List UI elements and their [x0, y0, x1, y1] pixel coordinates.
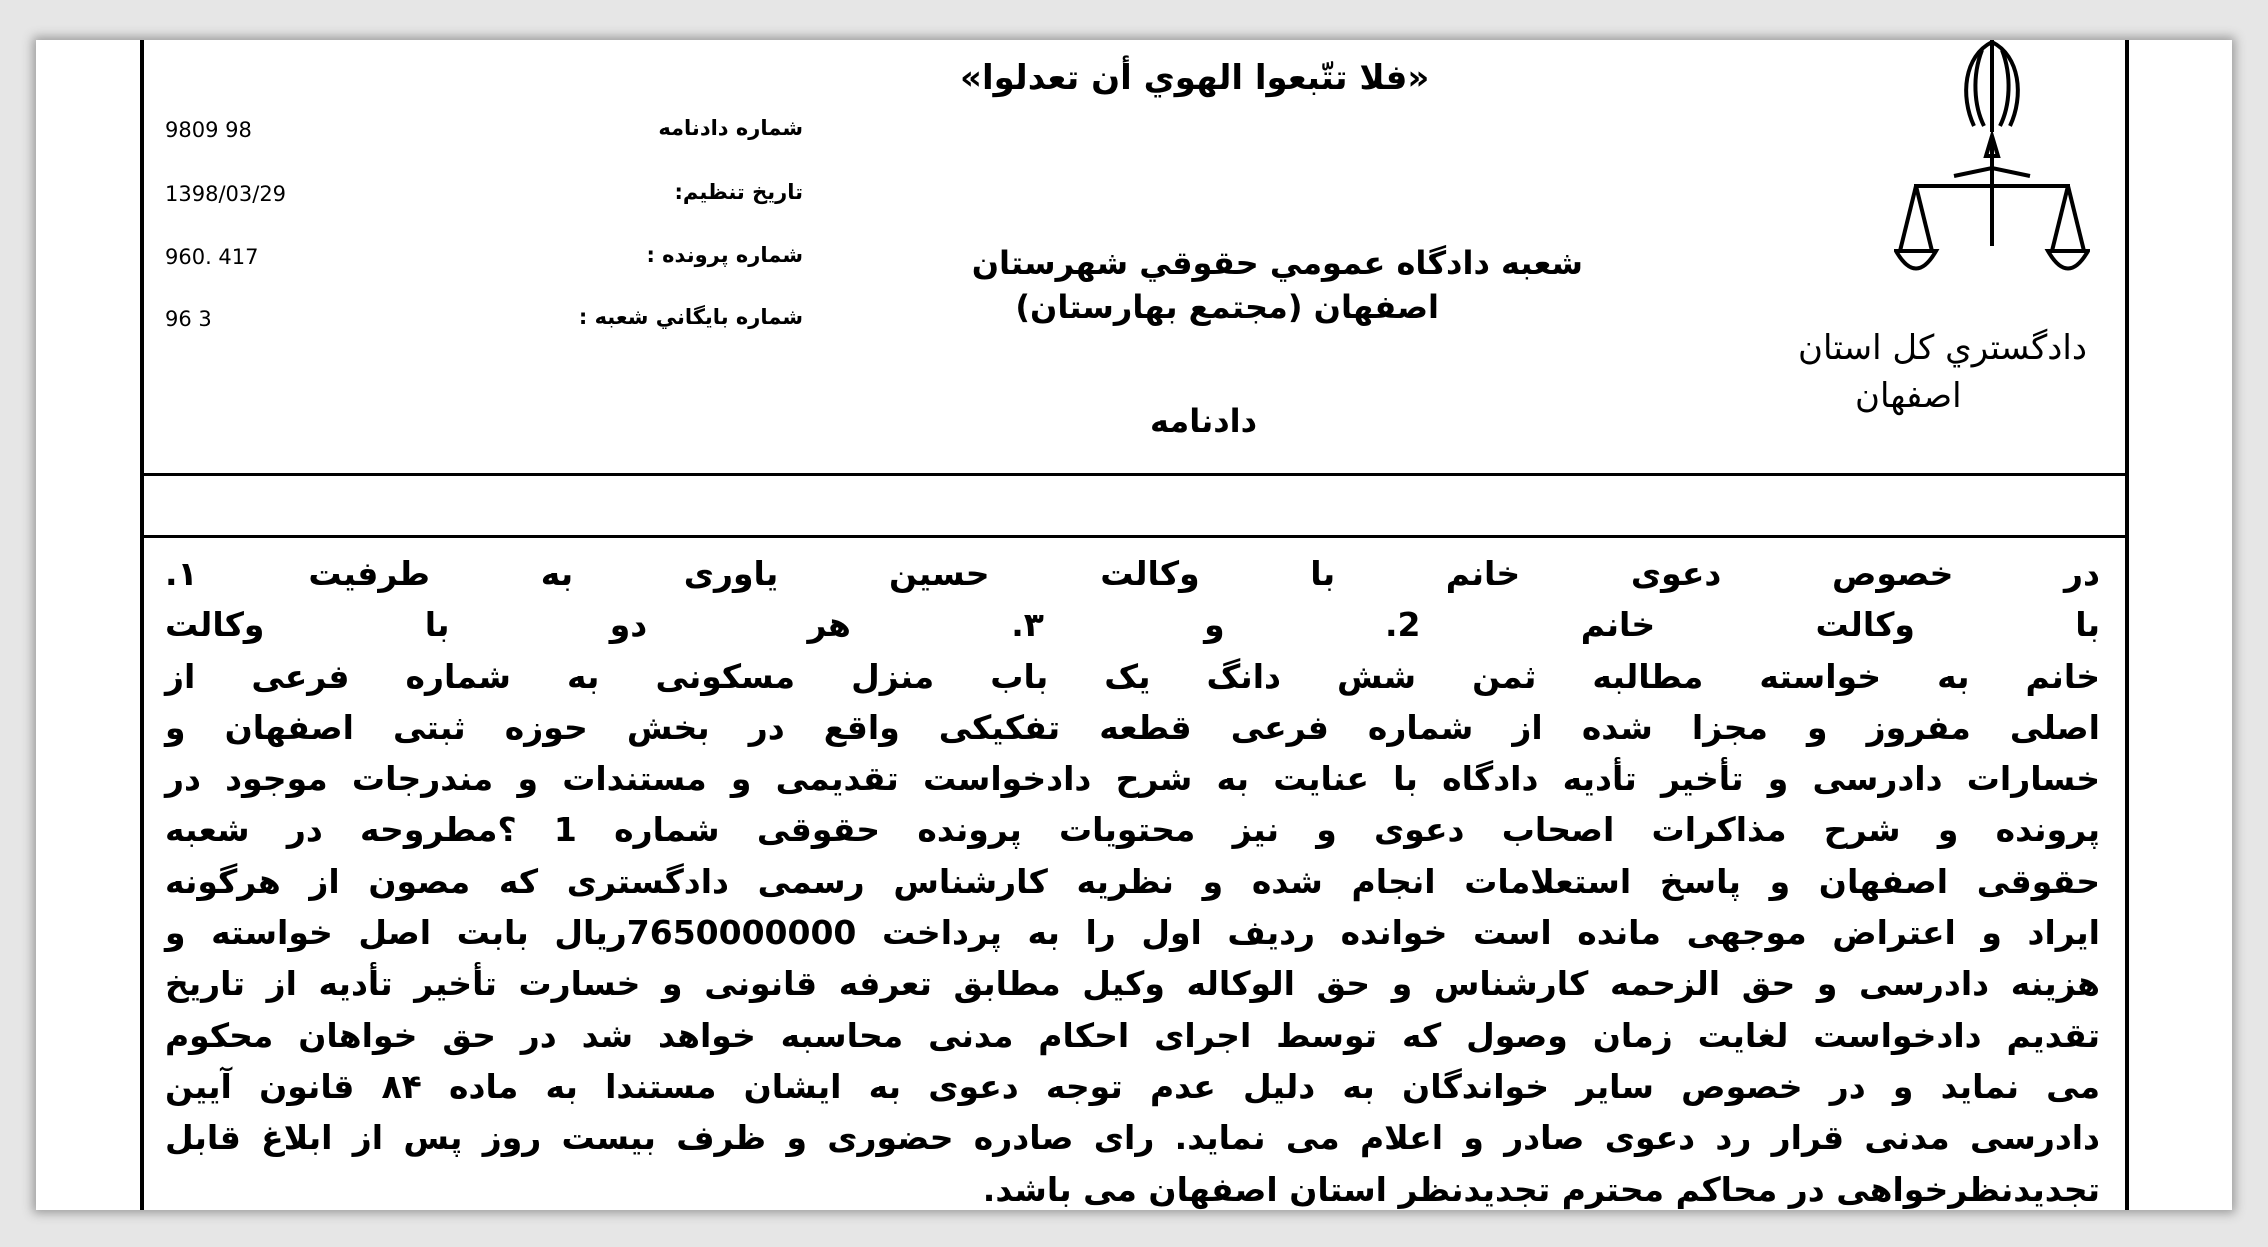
organization-province: اصفهان — [1855, 376, 1962, 416]
body-divider — [140, 535, 2129, 538]
body-line: ایراد و اعتراض موجهی مانده است خوانده ردیف اول را به پرداخت 7650000000ریال بابت اصل خواسته و — [165, 913, 2100, 953]
archive-number-label: شماره بايگاني شعبه : — [578, 305, 803, 329]
body-line: با وکالت خانم 2. و ۳. هر دو با وکالت — [165, 605, 2100, 645]
body-line: خسارات دادرسی و تأخیر تأدیه دادگاه با عنایت به شرح دادخواست تقدیمی و مستندات و مندرجات موجود در — [165, 759, 2100, 799]
case-number-label: شماره پرونده : — [646, 243, 803, 267]
frame-right-border — [2125, 40, 2129, 1210]
organization-name: دادگستري كل استان — [1798, 328, 2087, 368]
body-line: حقوقی اصفهان و پاسخ استعلامات انجام شده و نظریه کارشناس رسمی دادگستری که مصون از هرگونه — [165, 861, 2100, 901]
body-line: هزینه دادرسی و حق الزحمه کارشناس و حق الوکاله وکیل مطابق تعرفه قانونی و خسارت تأخیر تأدیه از تاریخ — [165, 964, 2100, 1004]
body-line: خانم به خواسته مطالبه ثمن شش دانگ یک باب منزل مسکونی به شماره فرعی از — [165, 656, 2100, 696]
document-title: دادنامه — [1150, 402, 1258, 440]
body-line: دادرسی مدنی قرار رد دعوی صادر و اعلام می نماید. رای صادره حضوری و ظرف بیست روز پس از ابلاغ قابل — [165, 1118, 2100, 1158]
motto: «فلا تتّبعوا الهوي أن تعدلوا» — [960, 58, 1430, 98]
body-line: می نماید و در خصوص سایر خواندگان به دلیل عدم توجه دعوی به ایشان مستندا به ماده ۸۴ قانون آیین — [165, 1066, 2100, 1106]
verdict-number-value: 9809 98 — [165, 118, 252, 142]
court-location: اصفهان (مجتمع بهارستان) — [1015, 288, 1439, 326]
body-line: تقدیم دادخواست لغایت زمان وصول که توسط اجرای احکام مدنی محاسبه خواهد شد در حق خواهان محکوم — [165, 1015, 2100, 1055]
judiciary-emblem-icon — [1894, 36, 2090, 276]
date-label: تاريخ تنظيم: — [674, 180, 803, 204]
archive-number-value: 96 3 — [165, 307, 212, 331]
body-line: پرونده و شرح مذاکرات اصحاب دعوی و نیز محتویات پرونده حقوقی شماره 1 ؟مطروحه در شعبه — [165, 810, 2100, 850]
body-line: اصلی مفروز و مجزا شده از شماره فرعی قطعه تفکیکی واقع در بخش حوزه ثبتی اصفهان و — [165, 707, 2100, 747]
body-line: در خصوص دعوی خانم با وکالت حسین یاوری به طرفیت ۱. — [165, 554, 2100, 593]
body-line: تجدیدنظرخواهی در محاکم محترم تجدیدنظر استان اصفهان می باشد. — [982, 1169, 2100, 1209]
case-number-value: 960. 417 — [165, 245, 259, 269]
frame-left-border — [140, 40, 144, 1210]
court-branch-title: شعبه دادگاه عمومي حقوقي شهرستان — [971, 244, 1583, 282]
verdict-body — [165, 548, 2100, 1215]
header-divider — [140, 473, 2129, 476]
date-value: 1398/03/29 — [165, 182, 287, 206]
verdict-number-label: شماره دادنامه — [658, 116, 803, 140]
